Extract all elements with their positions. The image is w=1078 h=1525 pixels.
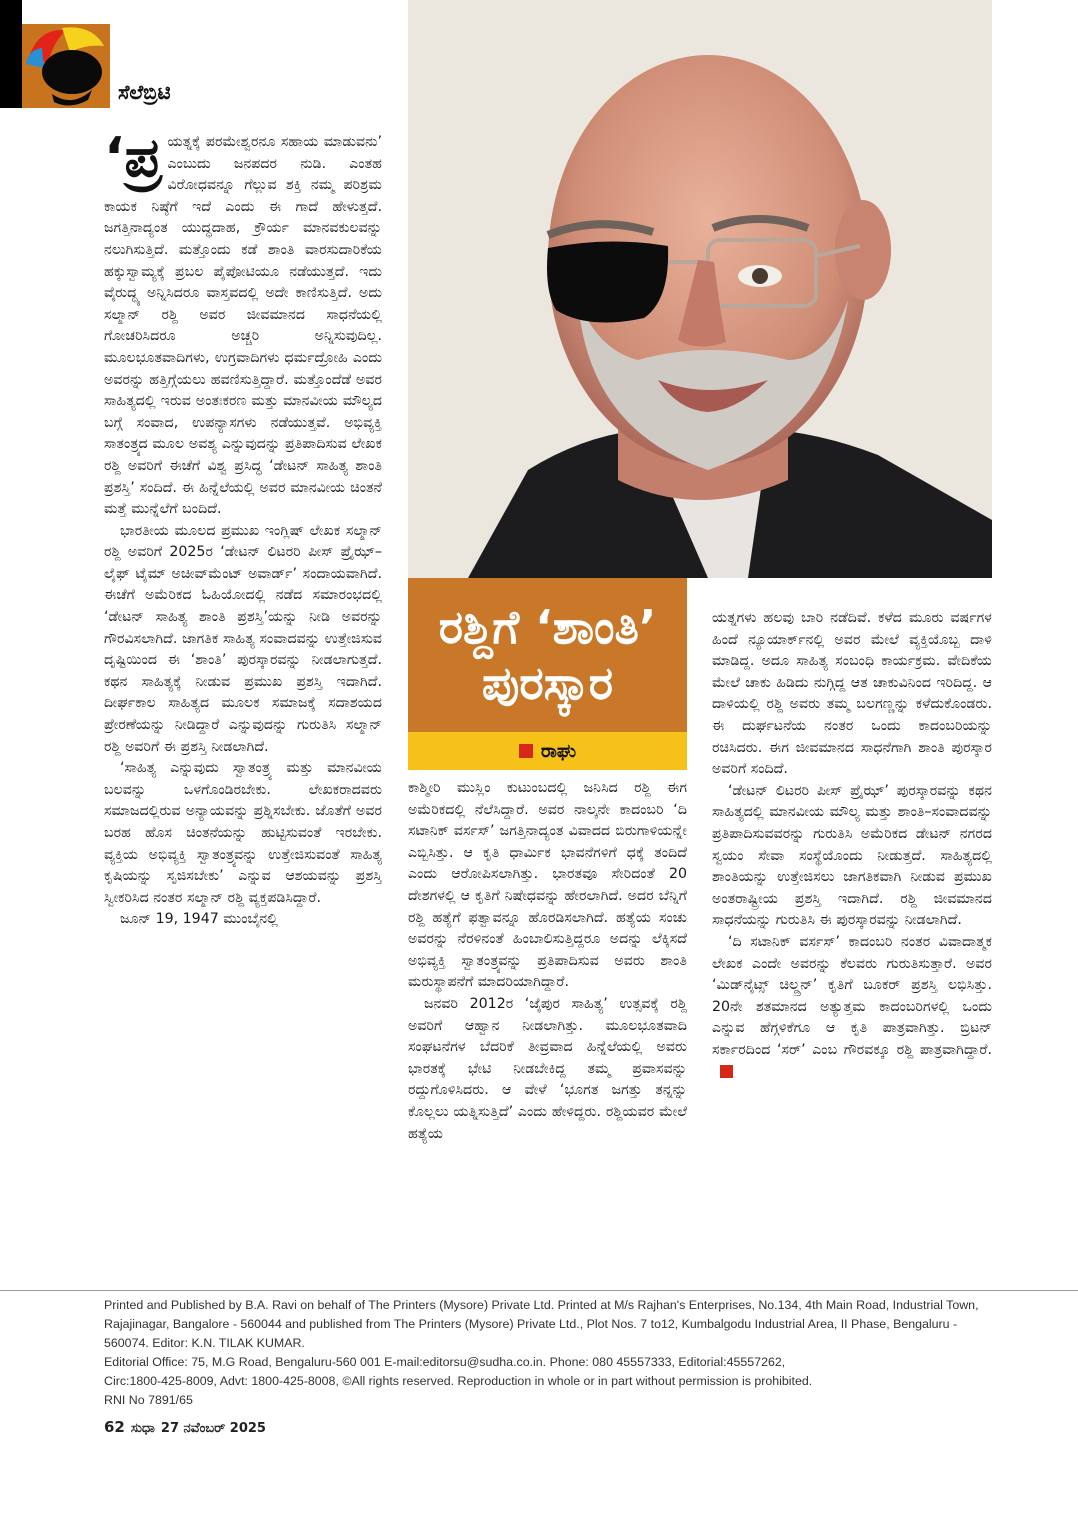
paragraph: ಭಾರತೀಯ ಮೂಲದ ಪ್ರಮುಖ ಇಂಗ್ಲಿಷ್ ಲೇಖಕ ಸಲ್ಮಾನ್ ರಶ್ದಿ ಅವರಿಗೆ 2025ರ ‘ಡೇಟನ್ ಲಿಟರರಿ ಪೀಸ್ ಪ್ರೈಝ್– ಲೈಫ್ ಟೈಮ್ ಅಚೀವ್‌ಮೆಂಟ್ ಅವಾರ್ಡ್’ ಸಂದಾಯವಾಗಿದೆ. ಈಚೆಗೆ ಅಮೆರಿಕದ ಓಹಿಯೋದಲ್ಲಿ ನಡೆದ ಸಮಾರಂಭದಲ್ಲಿ ‘ಡೇಟನ್ ಸಾಹಿತ್ಯ ಶಾಂತಿ ಪ್ರಶಸ್ತಿ’ಯನ್ನು ನೀಡಿ ಅವರನ್ನು ಗೌರವಿಸಲಾಗಿದೆ. ಜಾಗತಿಕ ಸಾಹಿತ್ಯ ಸಂವಾದವನ್ನು ಉತ್ತೇಜಿಸುವ ದೃಷ್ಟಿಯಿಂದ ಈ ‘ಶಾಂತಿ’ ಪುರಸ್ಕಾರವನ್ನು ನೀಡಲಾಗುತ್ತದೆ. ಕಥನ ಸಾಹಿತ್ಯಕ್ಕೆ ನೀಡುವ ಪ್ರಮುಖ ಪ್ರಶಸ್ತಿ ಇದಾಗಿದೆ. ದೀರ್ಘಕಾಲ ಸಾಹಿತ್ಯದ ಮೂಲಕ ಸಮಾಜಕ್ಕೆ ಸದಾಶಯದ ಪ್ರೇರಣೆಯನ್ನು ನೀಡಿದ್ದಾರೆ ಎನ್ನುವುದನ್ನು ಗುರುತಿಸಿ ಸಲ್ಮಾನ್ ರಶ್ದಿ ಅವರಿಗೆ ಈ ಪ್ರಶಸ್ತಿ ನೀಡಲಾಗಿದೆ.: [104, 522, 382, 755]
paragraph: ಜನವರಿ 2012ರ ‘ಜೈಪುರ ಸಾಹಿತ್ಯ’ ಉತ್ಸವಕ್ಕೆ ರಶ್ದಿ ಅವರಿಗೆ ಆಹ್ವಾನ ನೀಡಲಾಗಿತ್ತು. ಮೂಲಭೂತವಾದಿ ಸಂಘಟನೆಗಳ ಬೆದರಿಕೆ ತೀವ್ರವಾದ ಹಿನ್ನೆಲೆಯಲ್ಲಿ ಅವರು ಭಾರತಕ್ಕೆ ಭೇಟಿ ನೀಡಬೇಕಿದ್ದ ತಮ್ಮ ಪ್ರವಾಸವನ್ನು ರದ್ದುಗೊಳಿಸಿದರು. ಆ ವೇಳೆ ‘ಭೂಗತ ಜಗತ್ತು ತನ್ನನ್ನು ಕೊಲ್ಲಲು ಯತ್ನಿಸುತ್ತಿದೆ’ ಎಂದು ಹೇಳಿದ್ದರು. ರಶ್ದಿಯವರ ಮೇಲೆ ಹತ್ಯೆಯ: [408, 995, 687, 1142]
editorial-office: Editorial Office: 75, M.G Road, Bengaluru-560 001 E-mail:editorsu@sudha.co.in. Phone: 080 45557333, Editorial:45557262,: [104, 1355, 786, 1369]
paragraph: ‘ಸಾಹಿತ್ಯ ಎನ್ನುವುದು ಸ್ವಾತಂತ್ರ್ಯ ಮತ್ತು ಮಾನವೀಯ ಬಲವನ್ನು ಒಳಗೊಂಡಿರಬೇಕು. ಲೇಖಕರಾದವರು ಸಮಾಜದಲ್ಲಿರುವ ಅನ್ಯಾಯವನ್ನು ಪ್ರಶ್ನಿಸಬೇಕು. ಜೊತೆಗೆ ಅವರ ಬರಹ ಹೊಸ ಚಿಂತನೆಯನ್ನು ಹುಟ್ಟಿಸುವಂತೆ ಇರಬೇಕು. ವ್ಯಕ್ತಿಯ ಅಭಿವ್ಯಕ್ತಿ ಸ್ವಾತಂತ್ರ್ಯವನ್ನು ಉತ್ತೇಜಿಸುವಂತೆ ಸಾಹಿತ್ಯ ಕೃಷಿಯನ್ನು ಸೃಜಿಸಬೇಕು’ ಎನ್ನುವ ಆಶಯವನ್ನು ಪ್ರಶಸ್ತಿ ಸ್ವೀಕರಿಸಿದ ನಂತರ ಸಲ್ಮಾನ್ ರಶ್ದಿ ವ್ಯಕ್ತಪಡಿಸಿದ್ದಾರೆ.: [104, 760, 382, 906]
byline-bar: [408, 732, 687, 770]
footer-divider: [0, 1290, 1078, 1291]
article-column-3: [712, 608, 992, 1274]
paragraph: ಕಾಶ್ಮೀರಿ ಮುಸ್ಲಿಂ ಕುಟುಂಬದಲ್ಲಿ ಜನಿಸಿದ ರಶ್ದಿ ಈಗ ಅಮೆರಿಕದಲ್ಲಿ ನೆಲೆಸಿದ್ದಾರೆ. ಅವರ ನಾಲ್ಕನೇ ಕಾದಂಬರಿ ‘ದಿ ಸಟಾನಿಕ್ ವರ್ಸಸ್’ ಜಗತ್ತಿನಾದ್ಯಂತ ವಿವಾದದ ಬಿರುಗಾಳಿಯನ್ನೇ ಎಬ್ಬಿಸಿತ್ತು. ಆ ಕೃತಿ ಧಾರ್ಮಿಕ ಭಾವನೆಗಳಿಗೆ ಧಕ್ಕೆ ತಂದಿದೆ ಎಂದು ಆರೋಪಿಸಲಾಗಿತ್ತು. ಭಾರತವೂ ಸೇರಿದಂತೆ 20 ದೇಶಗಳಲ್ಲಿ ಆ ಕೃತಿಗೆ ನಿಷೇಧವನ್ನು ಹೇರಲಾಗಿದೆ. ಅದರ ಬೆನ್ನಿಗೆ ರಶ್ದಿ ಹತ್ಯೆಗೆ ಫತ್ವಾವನ್ನೂ ಹೊರಡಿಸಲಾಗಿದೆ. ಹತ್ಯೆಯ ಸಂಚು ಅವರನ್ನು ನೆರಳಿನಂತೆ ಹಿಂಬಾಲಿಸುತ್ತಿದ್ದರೂ ಅದನ್ನು ಲೆಕ್ಕಿಸದೆ ಅಭಿವ್ಯಕ್ತಿ ಸ್ವಾತಂತ್ರ್ಯವನ್ನು ಪ್ರತಿಪಾದಿಸುವ ಅವರು ಶಾಂತಿ ಮರುಸ್ಥಾಪನೆಗೆ ಮಾದರಿಯಾಗಿದ್ದಾರೆ.: [408, 780, 687, 991]
page-number: 62: [104, 1418, 125, 1436]
page-folio: [104, 1418, 272, 1436]
paragraph-text: ಯತ್ನಕ್ಕೆ ಪರಮೇಶ್ವರನೂ ಸಹಾಯ ಮಾಡುವನು’ ಎಂಬುದು ಜನಪದರ ನುಡಿ. ಎಂತಹ ವಿರೋಧವನ್ನೂ ಗೆಲ್ಲುವ ಶಕ್ತಿ ನಮ್ಮ ಪರಿಶ್ರಮ ಕಾಯಕ ನಿಷ್ಠೆಗೆ ಇದೆ ಎಂದು ಈ ಗಾದೆ ಹೇಳುತ್ತದೆ. ಜಗತ್ತಿನಾದ್ಯಂತ ಯುದ್ಧದಾಹ, ಕ್ರೌರ್ಯ ಮಾನವಕುಲವನ್ನು ನಲುಗಿಸುತ್ತಿದೆ. ಮತ್ತೊಂದು ಕಡೆ ಶಾಂತಿ ವಾರಸುದಾರಿಕೆಯ ಹಕ್ಕುಸ್ವಾಮ್ಯಕ್ಕೆ ಪ್ರಬಲ ಪೈಪೋಟಿಯೂ ನಡೆಯುತ್ತದೆ. ಇದು ವೈರುದ್ಧ್ಯ ಅನ್ನಿಸಿದರೂ ವಾಸ್ತವದಲ್ಲಿ ಅದೇ ಕಾಣಿಸುತ್ತಿದೆ. ಅದು ಸಲ್ಮಾನ್ ರಶ್ದಿ ಅವರ ಜೀವಮಾನದ ಸಾಧನೆಯಲ್ಲಿ ಗೋಚರಿಸಿದರೂ ಅಚ್ಚರಿ ಅನ್ನಿಸುವುದಿಲ್ಲ. ಮೂಲಭೂತವಾದಿಗಳು, ಉಗ್ರವಾದಿಗಳು ಧರ್ಮದ್ರೋಹಿ ಎಂದು ಅವರನ್ನು ಹತ್ತಿಗ್ಗೆಯಲು ಹವಣಿಸುತ್ತಿದ್ದಾರೆ. ಮತ್ತೊಂದೆಡೆ ಅವರ ಸಾಹಿತ್ಯದಲ್ಲಿ ಇರುವ ಅಂತಃಕರಣ ಮತ್ತು ಮಾನವೀಯ ಮೌಲ್ಯದ ಬಗ್ಗೆ ಸಂವಾದ, ಉಪನ್ಯಾಸಗಳು ನಡೆಯುತ್ತವೆ. ಅಭಿವ್ಯಕ್ತಿ ಸಾತಂತ್ರ್ಯದ ಮೂಲ ಅವಶ್ಯ ಎನ್ನುವುದನ್ನು ಪ್ರತಿಪಾದಿಸುವ ಲೇಖಕ ರಶ್ದಿ ಅವರಿಗೆ ಈಚೆಗೆ ವಿಶ್ವ ಪ್ರಸಿದ್ಧ ‘ಡೇಟನ್ ಸಾಹಿತ್ಯ ಶಾಂತಿ ಪ್ರಶಸ್ತಿ’ ಸಂದಿದೆ. ಈ ಹಿನ್ನೆಲೆಯಲ್ಲಿ ಅವರ ಮಾನವೀಯ ಚಿಂತನೆ ಮತ್ತೆ ಮುನ್ನೆಲೆಗೆ ಬಂದಿದೆ.: [104, 134, 382, 518]
headline-box: [408, 578, 687, 732]
drop-cap: ‘ಪ್ರ: [104, 132, 162, 189]
article-column-1: [104, 132, 382, 1274]
paragraph: [712, 932, 992, 1083]
paragraph: ಜೂನ್ 19, 1947 ಮುಂಬೈನಲ್ಲಿ: [120, 911, 278, 928]
section-logo: [22, 24, 110, 108]
headline-line-2: ಪುರಸ್ಕಾರ: [481, 656, 614, 710]
end-mark-icon: [720, 1065, 733, 1078]
logo-graphic: [22, 24, 110, 108]
circulation-info: Circ:1800-425-8009, Advt: 1800-425-8008, ©All rights reserved. Reproduction in whole or in part without permission is prohibited.: [104, 1374, 813, 1388]
paragraph: ಯತ್ನಗಳು ಹಲವು ಬಾರಿ ನಡೆದಿವೆ. ಕಳೆದ ಮೂರು ವರ್ಷಗಳ ಹಿಂದೆ ನ್ಯೂಯಾರ್ಕ್‌ನಲ್ಲಿ ಅವರ ಮೇಲೆ ವ್ಯಕ್ತಿಯೊಬ್ಬ ದಾಳಿ ಮಾಡಿದ್ದ. ಅದೂ ಸಾಹಿತ್ಯ ಸಂಬಂಧಿ ಕಾರ್ಯಕ್ರಮ. ವೇದಿಕೆಯ ಮೇಲೆ ಚಾಕು ಹಿಡಿದು ನುಗ್ಗಿದ್ದ ಆತ ಚಾಕುವಿನಿಂದ ಇರಿದಿದ್ದ. ಆ ದಾಳಿಯಲ್ಲಿ ರಶ್ದಿ ಅವರು ತಮ್ಮ ಬಲಗಣ್ಣನ್ನು ಕಳೆದುಕೊಂಡರು. ಈ ದುರ್ಘಟನೆಯ ನಂತರ ಒಂದು ಕಾದಂಬರಿಯನ್ನು ರಚಿಸಿದರು. ಈಗ ಜೀವಮಾನದ ಸಾಧನೆಗಾಗಿ ಶಾಂತಿ ಪುರಸ್ಕಾರ ಅವರಿಗೆ ಸಂದಿದೆ.: [712, 610, 992, 778]
paragraph: ‘ಡೇಟನ್ ಲಿಟರರಿ ಪೀಸ್ ಪ್ರೈಝ್’ ಪುರಸ್ಕಾರವನ್ನು ಕಥನ ಸಾಹಿತ್ಯದಲ್ಲಿ ಮಾನವೀಯ ಮೌಲ್ಯ ಮತ್ತು ಶಾಂತಿ–ಸಂವಾದವನ್ನು ಪ್ರತಿಪಾದಿಸುವವರನ್ನು ಗುರುತಿಸಿ ಅಮೆರಿಕದ ಡೇಟನ್ ನಗರದ ಸ್ವಯಂ ಸೇವಾ ಸಂಸ್ಥೆಯೊಂದು ನೀಡುತ್ತದೆ. ಸಾಹಿತ್ಯದಲ್ಲಿ ಶಾಂತಿಯನ್ನು ಉತ್ತೇಜಿಸಲು ಜಾಗತಿಕವಾಗಿ ನೀಡುವ ಪ್ರಮುಖ ಅಂತರಾಷ್ಟ್ರೀಯ ಪ್ರಶಸ್ತಿ ಇದಾಗಿದೆ. ರಶ್ದಿ ಜೀವಮಾನದ ಸಾಧನೆಯನ್ನು ಗುರುತಿಸಿ ಈ ಪುರಸ್ಕಾರವನ್ನು ನೀಡಲಾಗಿದೆ.: [712, 782, 992, 929]
logo-black-bar: [0, 0, 22, 108]
rni-number: RNI No 7891/65: [104, 1393, 193, 1407]
imprint-footer: [104, 1296, 992, 1410]
section-label: ಸೆಲೆಬ್ರಿಟಿ: [118, 80, 171, 104]
portrait-photo: [408, 0, 992, 578]
paragraph-text: ‘ದಿ ಸಟಾನಿಕ್ ವರ್ಸಸ್’ ಕಾದಂಬರಿ ನಂತರ ವಿವಾದಾತ್ಮಕ ಲೇಖಕ ಎಂದೇ ಅವರನ್ನು ಕೆಲವರು ಗುರುತಿಸುತ್ತಾರೆ. ಅವರ ‘ಮಿಡ್‌ನೈಟ್ಸ್ ಚಿಲ್ಡ್ರನ್’ ಕೃತಿಗೆ ಬೂಕರ್ ಪ್ರಶಸ್ತಿ ಲಭಿಸಿತ್ತು. 20ನೇ ಶತಮಾನದ ಅತ್ಯುತ್ತಮ ಕಾದಂಬರಿಗಳಲ್ಲಿ ಒಂದು ಎನ್ನುವ ಹೆಗ್ಗಳಿಕೆಗೂ ಆ ಕೃತಿ ಪಾತ್ರವಾಗಿತ್ತು. ಬ್ರಿಟನ್ ಸರ್ಕಾರದಿಂದ ‘ಸರ್’ ಎಂಬ ಗೌರವಕ್ಕೂ ರಶ್ದಿ ಪಾತ್ರವಾಗಿದ್ದಾರೆ.: [712, 933, 992, 1058]
byline-square-icon: [519, 744, 533, 758]
imprint-text: Printed and Published by B.A. Ravi on behalf of The Printers (Mysore) Private Ltd. Printed at M/s Rajhan's Enterprises, No.134, 4th Main Road, Industrial Town, Rajajinagar, Bangalore - 560044 and published from The Printers (Mysore) Private Ltd., Plot Nos. 7 to12, Kumbalgodu Industrial Area, II Phase, Bengaluru - 560074. Editor: K.N. TILAK KUMAR.: [104, 1298, 979, 1350]
magazine-name: ಸುಧಾ: [130, 1421, 155, 1436]
article-column-2: [408, 778, 687, 1274]
byline-author: ರಾಘು: [540, 740, 577, 762]
issue-date: 27 ನವೆಂಬರ್ 2025: [160, 1421, 266, 1436]
paragraph: [104, 132, 382, 521]
portrait-illustration: [408, 0, 992, 578]
headline-line-1: ರಶ್ದಿಗೆ ‘ಶಾಂತಿ’: [438, 600, 657, 654]
